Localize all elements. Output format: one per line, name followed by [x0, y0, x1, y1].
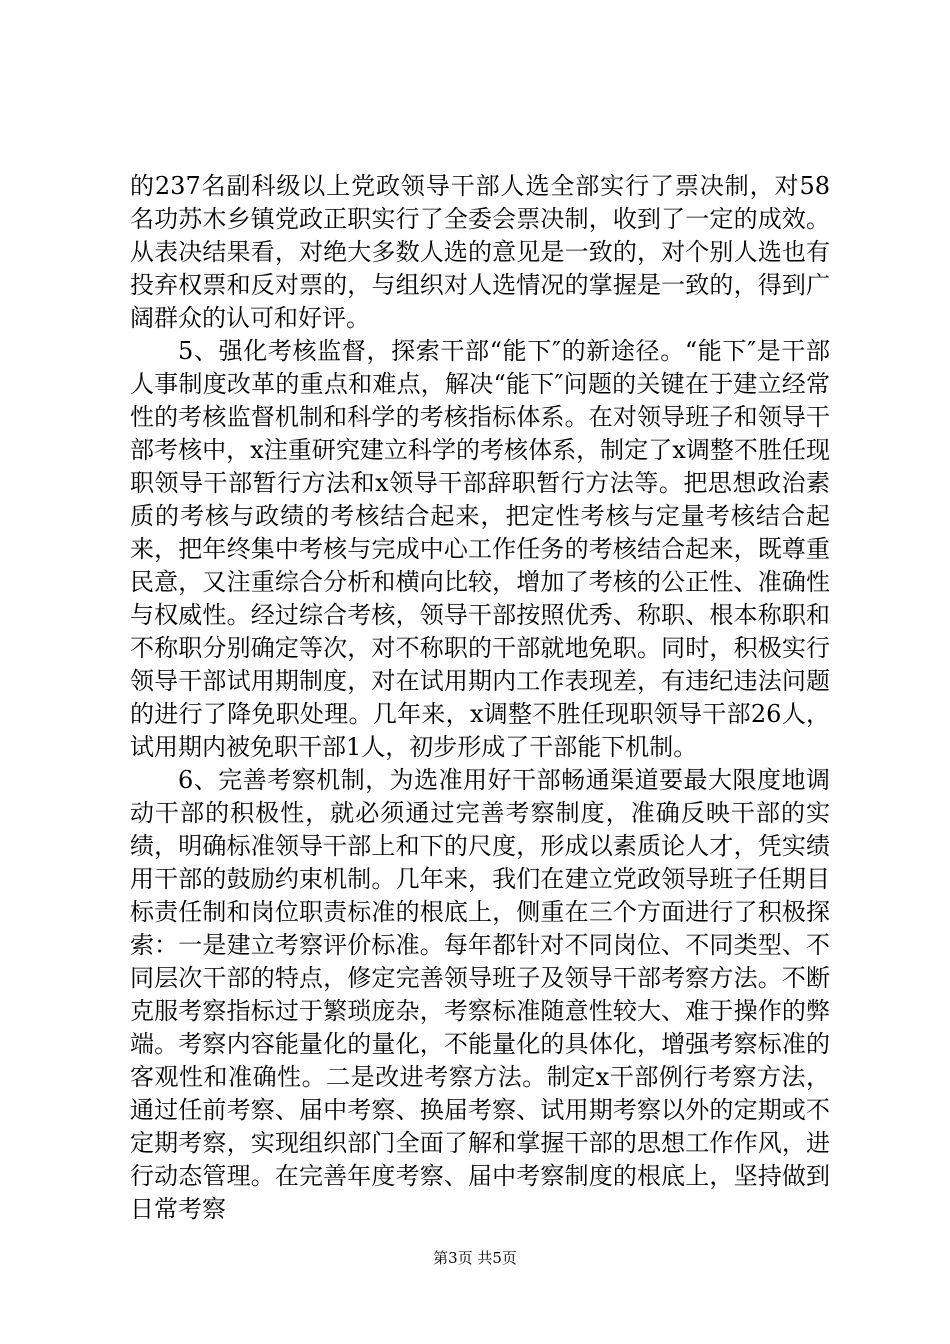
paragraph-continued: 的237名副科级以上党政领导干部人选全部实行了票决制，对58名功苏木乡镇党政正职实行了全委会票决制，收到了一定的成效。从表决结果看，对绝大多数人选的意见是一致的，对个别人选也有投弃权票和反对票的，与组织对人选情况的掌握是一致的，得到广阔群众的认可和好评。 [130, 172, 830, 332]
paragraph-item-6: 6、完善考察机制，为选准用好干部畅通渠道要最大限度地调动干部的积极性，就必须通过完善考察制度，准确反映干部的实绩，明确标准领导干部上和下的尺度，形成以素质论人才，凭实绩用干部的鼓励约束机制。几年来，我们在建立党政领导班子任期目标责任制和岗位职责标准的根底上，侧重在三个方面进行了积极探索：一是建立考察评价标准。每年都针对不同岗位、不同类型、不同层次干部的特点，修定完善领导班子及领导干部考察方法。不断克服考察指标过于繁琐庞杂，考察标准随意性较大、难于操作的弊端。考察内容能量化的量化，不能量化的具体化，增强考察标准的客观性和准确性。二是改进考察方法。制定x干部例行考察方法，通过任前考察、届中考察、换届考察、试用期考察以外的定期或不定期考察，实现组织部门全面了解和掌握干部的思想工作作风，进行动态管理。在完善年度考察、届中考察制度的根底上，坚持做到日常考察 [130, 766, 830, 1223]
paragraph-item-5: 5、强化考核监督，探索干部“能下″的新途径。“能下″是干部人事制度改革的重点和难点，解决“能下″问题的关键在于建立经常性的考核监督机制和科学的考核指标体系。在对领导班子和领导干部考核中，x注重研究建立科学的考核体系，制定了x调整不胜任现职领导干部暂行方法和x领导干部辞职暂行方法等。把思想政治素质的考核与政绩的考核结合起来，把定性考核与定量考核结合起来，把年终集中考核与完成中心工作任务的考核结合起来，既尊重民意，又注重综合分析和横向比较，增加了考核的公正性、准确性与权威性。经过综合考核，领导干部按照优秀、称职、根本称职和不称职分别确定等次，对不称职的干部就地免职。同时，积极实行领导干部试用期制度，对在试用期内工作表现差，有违纪违法问题的进行了降免职处理。几年来，x调整不胜任现职领导干部26人，试用期内被免职干部1人，初步形成了干部能下机制。 [130, 337, 830, 761]
page-number: 第3页 共5页 [433, 1249, 517, 1267]
document-body [130, 170, 830, 1226]
page-footer [0, 1248, 950, 1268]
